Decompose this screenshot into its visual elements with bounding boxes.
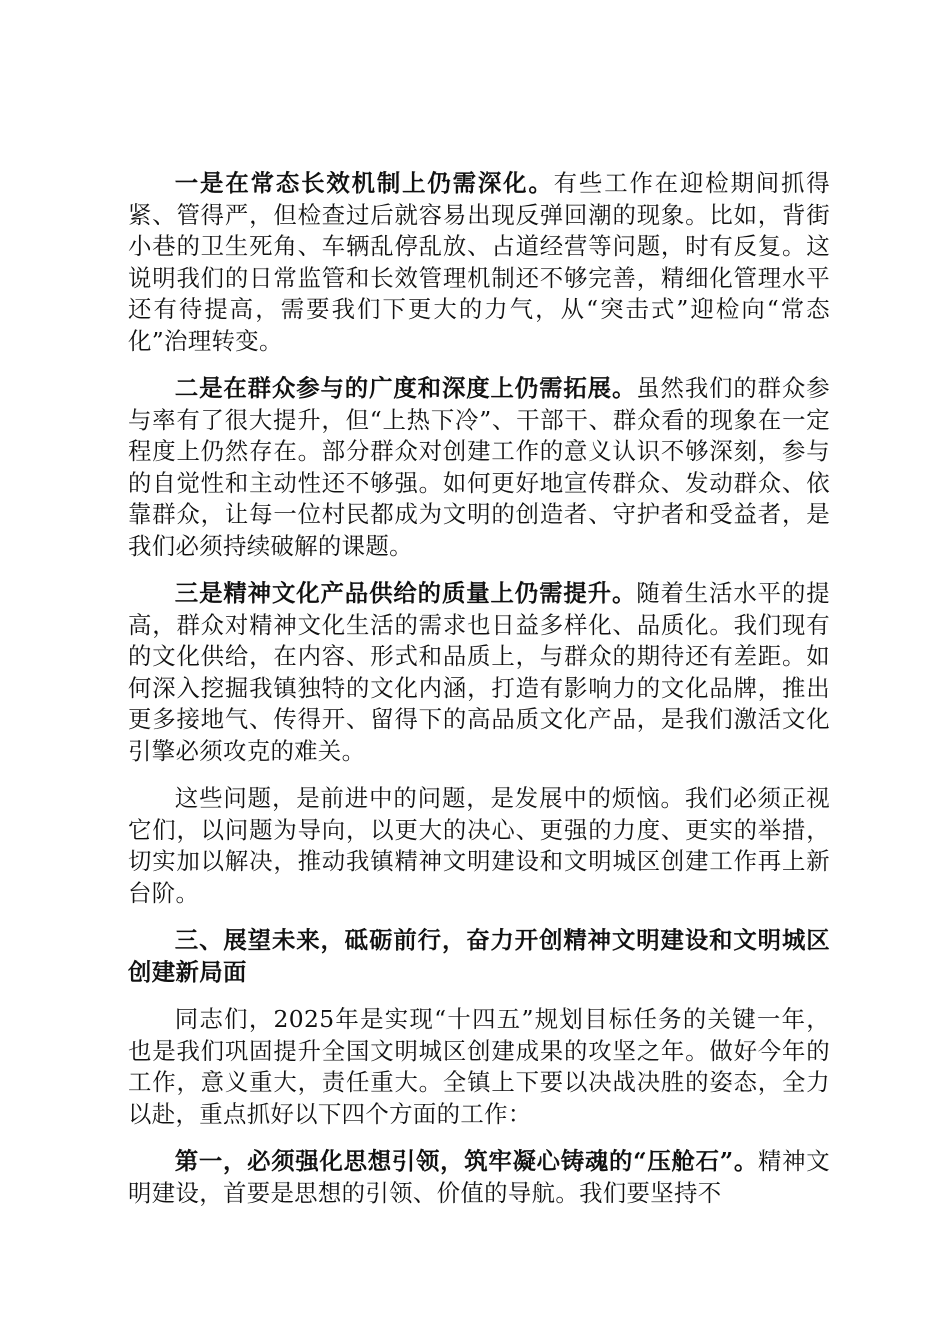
paragraph-body: 同志们，2025年是实现“十四五”规划目标任务的关键一年，也是我们巩固提升全国文明城区创建成果的攻坚之年。做好今年的工作，意义重大，责任重大。全镇上下要以决战决胜的姿态，全力以赴，重点抓好以下四个方面的工作： (128, 1005, 830, 1128)
paragraph-lead: 二是在群众参与的广度和深度上仍需拓展。 (174, 374, 637, 402)
paragraph-participation (128, 373, 830, 562)
paragraph-culture-supply (128, 578, 830, 767)
paragraph-first-point (128, 1146, 830, 1209)
document-page (128, 168, 830, 1209)
paragraph-body: 随着生活水平的提高，群众对精神文化生活的需求也日益多样化、品质化。我们现有的文化供给，在内容、形式和品质上，与群众的期待还有差距。如何深入挖掘我镇独特的文化内涵，打造有影响力的文化品牌，推出更多接地气、传得开、留得下的高品质文化产品，是我们激活文化引擎必须攻克的难关。 (128, 579, 830, 765)
paragraph-lead: 一是在常态长效机制上仍需深化。 (174, 169, 554, 197)
paragraph-body: 虽然我们的群众参与率有了很大提升，但“上热下冷”、干部干、群众看的现象在一定程度上仍然存在。部分群众对创建工作的意义认识不够深刻，参与的自觉性和主动性还不够强。如何更好地宣传群众、发动群众、依靠群众，让每一位村民都成为文明的创造者、守护者和受益者，是我们必须持续破解的课题。 (128, 374, 830, 560)
paragraph-mechanism (128, 168, 830, 357)
paragraph-lead: 三是精神文化产品供给的质量上仍需提升。 (174, 579, 637, 607)
paragraph-body: 精神文明建设，首要是思想的引领、价值的导航。我们要坚持不 (128, 1147, 831, 1207)
section-heading: 三、展望未来，砥砺前行，奋力开创精神文明建设和文明城区创建新局面 (128, 926, 830, 986)
paragraph-summary (128, 783, 830, 909)
paragraph-body: 这些问题，是前进中的问题，是发展中的烦恼。我们必须正视它们，以问题为导向，以更大的决心、更强的力度、更实的举措，切实加以解决，推动我镇精神文明建设和文明城区创建工作再上新台阶。 (128, 784, 830, 907)
paragraph-lead: 第一，必须强化思想引领，筑牢凝心铸魂的“压舱石”。 (174, 1147, 759, 1175)
paragraph-intro (128, 1004, 830, 1130)
paragraph-body: 有些工作在迎检期间抓得紧、管得严，但检查过后就容易出现反弹回潮的现象。比如，背街小巷的卫生死角、车辆乱停乱放、占道经营等问题，时有反复。这说明我们的日常监管和长效管理机制还不够完善，精细化管理水平还有待提高，需要我们下更大的力气，从“突击式”迎检向“常态化”治理转变。 (128, 169, 830, 355)
